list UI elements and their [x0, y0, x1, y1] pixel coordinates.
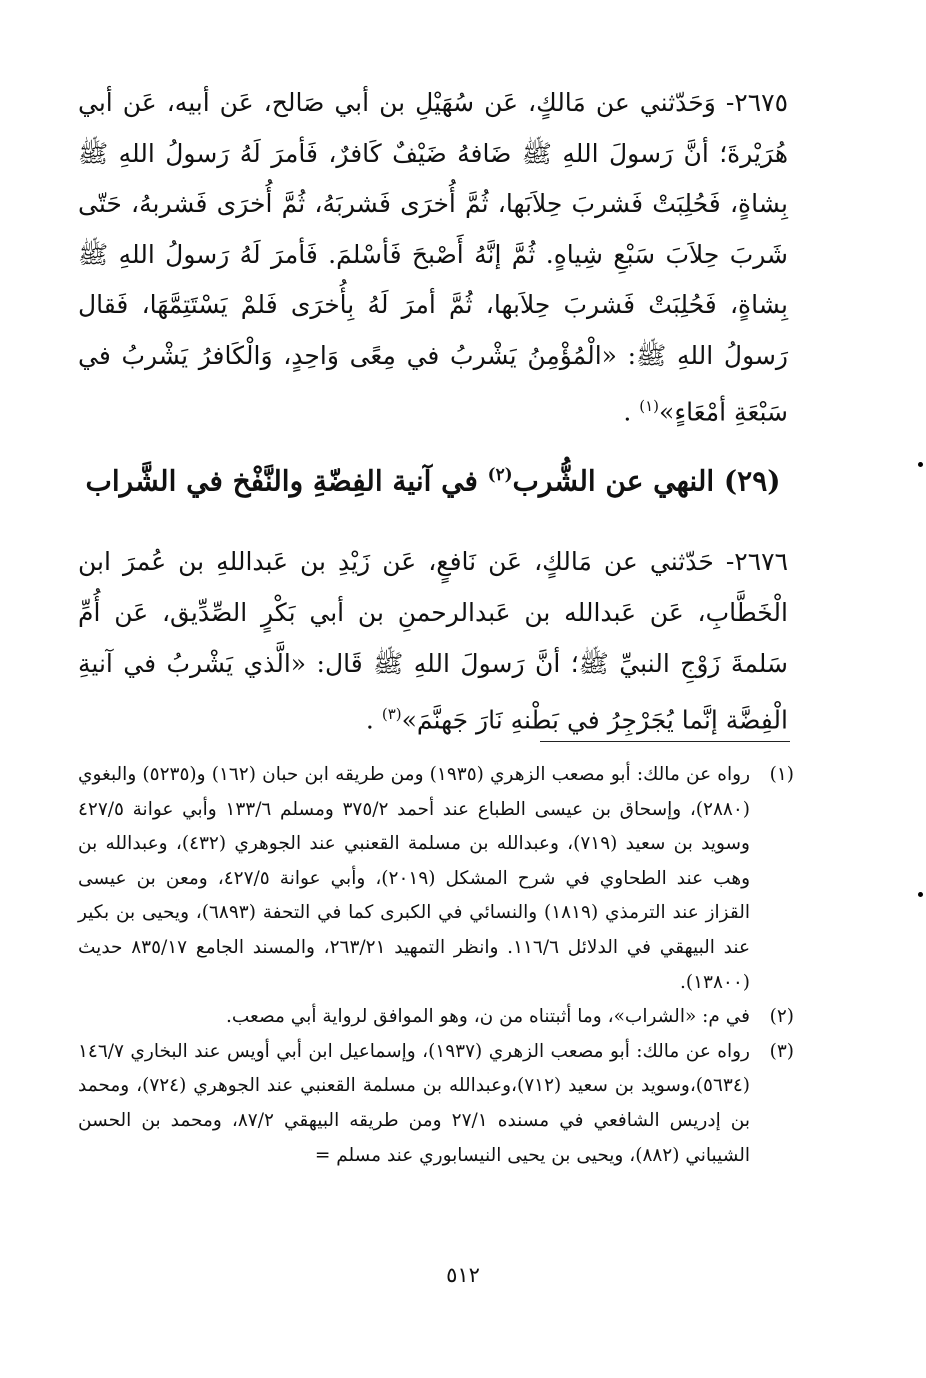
scan-speck [918, 462, 923, 467]
footnotes [78, 758, 794, 1173]
hadith-2675 [78, 78, 788, 438]
hadith-2675-end: . [623, 397, 640, 427]
hadith-2676-end: . [365, 705, 382, 735]
scan-speck [918, 892, 923, 897]
chapter-heading-before: (٢٩) النهي عن الشُّرب [512, 464, 781, 498]
footnote-2-number: (٢) [769, 1006, 794, 1028]
footnote-ref-2: (٢) [487, 464, 513, 484]
chapter-heading-after: في آنية الفِضّةِ والنَّفْخ في الشَّراب [85, 464, 488, 498]
footnote-1-number: (١) [769, 764, 794, 785]
page-number: ٥١٢ [446, 1263, 480, 1287]
footnote-3-number: (٣) [769, 1040, 794, 1062]
footnote-separator [540, 741, 790, 742]
chapter-heading [78, 452, 788, 503]
hadith-2675-text: ٢٦٧٥- وَحَدّثني عن مَالكٍ، عَن سُهَيْلِ بن أبي صَالح، عَن أبيه، عَن أبي هُرَيْرةَ؛ أنَّ رَسولَ اللهِ ﷺ ضَافهُ ضَيْفٌ كَافرٌ، فَأمرَ لَهُ رَسولُ اللهِ ﷺ بِشاةٍ، فَحُلِبَتْ فَشربَ حِلاَبَها، ثُمَّ أُخرَى فَشربَهُ، ثُمَّ أُخرَى فَشربهُ، حَتّى شَربَ حِلاَبَ سَبْعِ شِياهٍ. ثُمَّ إنَّهُ أَصْبحَ فَأسْلمَ. فَأمرَ لَهُ رَسولُ اللهِ ﷺ بِشاةٍ، فَحُلِبَتْ فَشربَ حِلاَبها، ثُمَّ أمرَ لَهُ بِأُخرَى فَلمْ يَسْتَتِمَّهَا، فَقال رَسولُ اللهِ ﷺ: «الْمُؤْمِنُ يَشْربُ في مِعًى وَاحِدٍ، وَالْكَافرُ يَشْربُ في سَبْعَةِ أمْعَاءٍ» [78, 88, 788, 427]
footnote-1 [78, 758, 794, 1000]
footnote-ref-3: (٣) [381, 705, 402, 723]
hadith-2676 [78, 536, 788, 745]
footnote-3 [78, 1035, 794, 1173]
hadith-2676-text: ٢٦٧٦- حَدّثني عن مَالكٍ، عَن نَافعٍ، عَن زَيْدِ بن عَبداللهِ بن عُمرَ ابن الْخَطَّابِ، عَن عَبدالله بن عَبدالرحمنِ بن أبي بَكْرٍ الصِّدِّيق، عَن أُمِّ سَلمةَ زَوْجِ النبيِّ ﷺ؛ أنَّ رَسولَ اللهِ ﷺ قَال: «الَّذي يَشْربُ في آنيةِ الْفِضَّة إنَّما يُجَرْجِرُ في بَطْنهِ نَارَ جَهنَّمَ» [78, 547, 788, 735]
footnote-ref-1: (١) [639, 397, 660, 415]
footnote-2-text: في م: «الشراب»، وما أثبتناه من ن، وهو الموافق لرواية أبي مصعب. [226, 1006, 750, 1028]
footnote-2 [78, 1000, 794, 1035]
footnote-1-text: رواه عن مالك: أبو مصعب الزهري (١٩٣٥) ومن طريقه ابن حبان (١٦٢) و(٥٢٣٥) والبغوي (٢٨٨٠)، وإسحاق بن عيسى الطباع عند أحمد ٣٧٥/٢ ومسلم ١٣٣/٦ وأبي عوانة ٤٢٧/٥ وسويد بن سعيد (٧١٩)، وعبدالله بن مسلمة القعنبي عند الجوهري (٤٣٢)، وعبدالله بن وهب عند الطحاوي في شرح المشكل (٢٠١٩)، وأبي عوانة ٤٢٧/٥، ومعن بن عيسى القزاز عند الترمذي (١٨١٩) والنسائي في الكبرى كما في التحفة (٦٨٩٣)، ويحيى بن بكير عند البيهقي في الدلائل ١١٦/٦. وانظر التمهيد ٢٦٣/٢١، والمسند الجامع ٨٣٥/١٧ حديث (١٣٨٠٠). [78, 764, 751, 993]
footnote-3-text: رواه عن مالك: أبو مصعب الزهري (١٩٣٧)، وإسماعيل ابن أبي أويس عند البخاري ١٤٦/٧ (٥٦٣٤)،وسويد بن سعيد (٧١٢)،وعبدالله بن مسلمة القعنبي عند الجوهري (٧٢٤)، ومحمد بن إدريس الشافعي في مسنده ٢٧/١ ومن طريقه البيهقي ٨٧/٢، ومحمد بن الحسن الشيباني (٨٨٢)، ويحيى بن يحيى النيسابوري عند مسلم = [78, 1040, 751, 1166]
